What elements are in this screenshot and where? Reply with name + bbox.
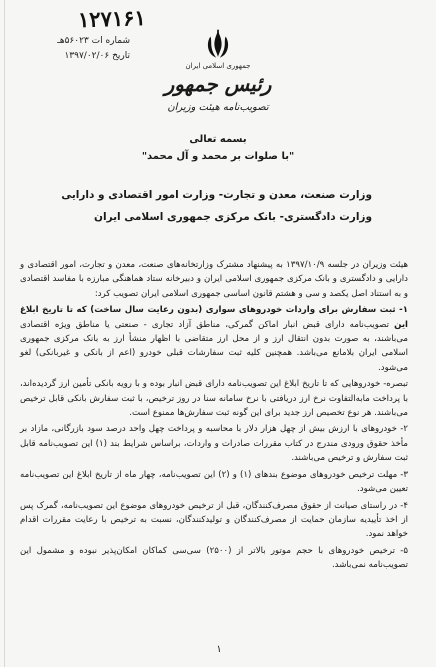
item-1-lead: ۱- ثبت سفارش برای واردات خودروهای سواری (بدون رعایت سال ساخت) که تا تاریخ ابلاغ این (20, 305, 408, 330)
recipients-block (52, 184, 372, 228)
item-4: ۴- در راستای صیانت از حقوق مصرف‌کنندگان، قبل از ترخیص خودروهای موضوع این تصویب‌نامه، گمرک پس از اخذ تأییدیه سازمان حمایت از مصرف‌کنندگان و تولیدکنندگان، نسبت به ترخیص با رعایت مقررات اقدام خواهد نمود. (20, 500, 408, 540)
item-2: ۲- خودروهای با ارزش بیش از چهل هزار دلار با محاسبه و پرداخت چهل واحد درصد سود بازرگانی، مازاد بر مأخذ حقوق ورودی مندرج در کتاب مقررات صادرات و واردات، براساس شرایط بند (۱) این تصویب‌نامه قابل ثبت سفارش و ترخیص می‌باشند. (20, 424, 408, 464)
item-3: ۳- مهلت ترخیص خودروهای موضوع بندهای (۱) و (۲) این تصویب‌نامه، چهار ماه از تاریخ ابلاغ این تصویب‌نامه تعیین می‌شود. (20, 469, 408, 495)
note-paragraph: تبصره- خودروهایی که تا تاریخ ابلاغ این تصویب‌نامه دارای قبض انبار بوده و با رویه بانکی تأمین ارز گردیده‌اند، با پرداخت مابه‌التفاوت نرخ ارز دریافتی با نرخ سامانه سنا در روز ترخیص، با ثبت سفارش بانکی قابل ترخیص می‌باشند. هر نوع تخصیص ارز جدید برای این گونه ثبت سفارش‌ها ممنوع است. (20, 379, 408, 419)
number-line: شماره ات ۵۶۰۲۳هـ (57, 36, 130, 46)
item-5: ۵- ترخیص خودروهای با حجم موتور بالاتر از (۲۵۰۰) سی‌سی کماکان امکان‌پذیر نبوده و مشمول این تصویب‌نامه نمی‌باشد. (20, 545, 409, 571)
page-number: ۱ (216, 644, 222, 655)
registration-meta (10, 34, 130, 64)
intro-paragraph: هیئت وزیران در جلسه ۱۳۹۷/۱۰/۹ به پیشنهاد مشترک وزارتخانه‌های صنعت، معدن و تجارت، امور اقتصادی و دارایی و دادگستری و بانک مرکزی جمهوری اسلامی ایران و دبیرخانه ستاد هماهنگی مبارزه با مفاسد اقتصادی و به استناد اصل یکصد و سی و هشتم قانون اساسی جمهوری اسلامی ایران تصویب کرد: (20, 260, 408, 299)
item-1-text: تصویب‌نامه دارای قبض انبار اماکن گمرکی، مناطق آزاد تجاری - صنعتی یا مناطق ویژه اقتصادی می‌باشند، به صورت بدون انتقال ارز و از محل ارز متقاضی با اظهار منشأ ارز به بانک مرکزی جمهوری اسلامی ایران بلامانع می‌باشد. همچنین کلیه ثبت سفارشات قبلی خودرو (اعم از بانکی و غیربانکی) لغو می‌شود. (20, 319, 408, 373)
registration-number: ۱۲۷۱۶۱ (77, 4, 147, 33)
president-title: رئیس جمهور (164, 72, 272, 96)
iran-emblem-icon (201, 28, 235, 62)
basmala: بسمه تعالی (189, 134, 247, 145)
item-1 (20, 303, 408, 375)
cabinet-decree-label: تصویب‌نامه هیئت وزیران (167, 102, 269, 113)
recipients-line: وزارت صنعت، معدن و تجارت- وزارت امور اقتصادی و دارایی (61, 189, 372, 201)
recipients-line: وزارت دادگستری- بانک مرکزی جمهوری اسلامی ایران (94, 211, 372, 223)
republic-label: جمهوری اسلامی ایران (185, 62, 251, 70)
decree-body (20, 258, 408, 575)
page-edge-line (4, 0, 5, 667)
date-line: تاریخ ۱۳۹۷/۰۲/۰۶ (64, 51, 130, 61)
salavat-line: "با صلوات بر محمد و آل محمد" (141, 151, 295, 162)
